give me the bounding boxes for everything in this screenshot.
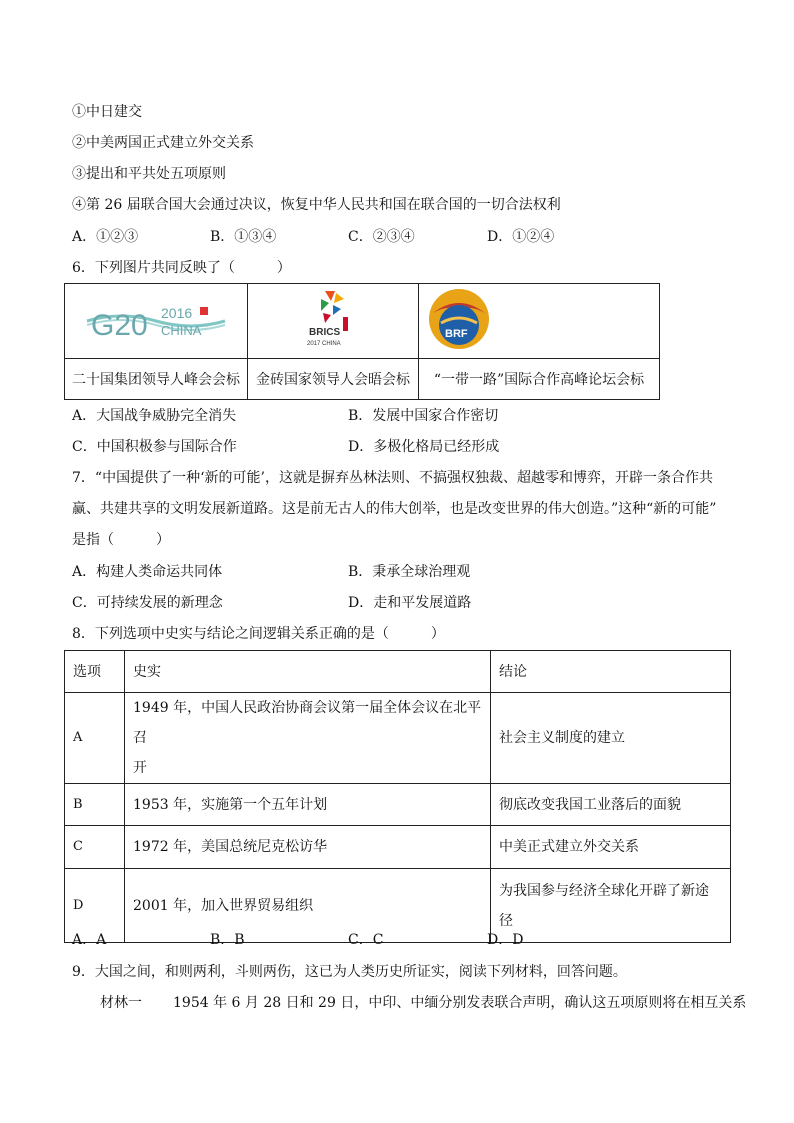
row-d-fact: 2001 年，加入世界贸易组织 — [125, 869, 491, 943]
table-header-row — [65, 651, 731, 693]
q6-stem: 6．下列图片共同反映了（ ） — [72, 260, 291, 276]
header-option: 选项 — [65, 651, 125, 693]
row-b-fact: 1953 年，实施第一个五年计划 — [125, 784, 491, 826]
q5-item-3: ③提出和平共处五项原则 — [72, 166, 226, 182]
g20-sub-text: CHINA — [161, 323, 202, 338]
q6-option-b: B．发展中国家合作密切 — [348, 408, 499, 424]
q7-option-b: B．秉承全球治理观 — [348, 564, 471, 580]
g20-year-text: 2016 — [161, 305, 193, 321]
row-c-fact: 1972 年，美国总统尼克松访华 — [125, 826, 491, 869]
g20-logo-cell — [65, 284, 248, 359]
g20-main-text: G20 — [91, 309, 148, 342]
brf-logo — [427, 287, 491, 351]
row-d-conclusion-line-2: 径 — [499, 912, 513, 929]
brics-caption: 金砖国家领导人会晤会标 — [248, 359, 419, 400]
g20-seal-mark — [200, 307, 208, 315]
q8-option-b: B．B — [210, 932, 245, 948]
row-a-option: A — [65, 693, 125, 784]
row-d-option: D — [65, 869, 125, 943]
q7-option-a: A．构建人类命运共同体 — [72, 564, 223, 580]
logo-table — [64, 283, 660, 400]
q5-option-b: B．①③④ — [210, 229, 277, 245]
row-c-option: C — [65, 826, 125, 869]
brics-main-text: BRICS — [309, 327, 341, 338]
q5-option-c: C．②③④ — [348, 229, 415, 245]
q6-option-d: D．多极化格局已经形成 — [348, 439, 500, 455]
q5-item-1: ①中日建交 — [72, 104, 142, 120]
table-row — [65, 869, 731, 943]
brics-logo — [303, 287, 363, 351]
row-a-conclusion: 社会主义制度的建立 — [491, 693, 731, 784]
q8-stem: 8．下列选项中史实与结论之间逻辑关系正确的是（ ） — [72, 626, 445, 642]
row-c-conclusion: 中美正式建立外交关系 — [491, 826, 731, 869]
q7-stem-line-3: 是指（ ） — [72, 532, 170, 548]
table-row — [65, 693, 731, 784]
q6-option-a: A．大国战争威胁完全消失 — [72, 408, 237, 424]
row-d-conclusion — [491, 869, 731, 943]
q7-stem-line-1: 7．“中国提供了一种‘新的可能’，这就是摒弃丛林法则、不搞强权独裁、超越零和博弈，开辟一条合作共 — [72, 470, 713, 486]
row-a-fact-line-1: 1949 年，中国人民政治协商会议第一届全体会议在北平召 — [133, 700, 482, 746]
row-d-conclusion-line-1: 为我国参与经济全球化开辟了新途 — [499, 882, 709, 899]
table-row — [65, 784, 731, 826]
row-a-fact — [125, 693, 491, 784]
q9-material-label: 材林一 — [100, 995, 142, 1011]
q8-option-c: C．C — [348, 932, 384, 948]
header-conclusion: 结论 — [491, 651, 731, 693]
q9-stem: 9．大国之间，和则两利，斗则两伤，这已为人类历史所证实，阅读下列材料，回答问题。 — [72, 964, 627, 980]
g20-logo — [81, 289, 231, 349]
g20-caption: 二十国集团领导人峰会会标 — [65, 359, 248, 400]
q5-option-d: D．①②④ — [487, 229, 555, 245]
q5-item-4: ④第 26 届联合国大会通过决议，恢复中华人民共和国在联合国的一切合法权利 — [72, 197, 561, 213]
q7-option-c: C．可持续发展的新理念 — [72, 595, 223, 611]
q7-option-d: D．走和平发展道路 — [348, 595, 472, 611]
brf-main-text: BRF — [445, 328, 468, 340]
q6-option-c: C．中国积极参与国际合作 — [72, 439, 237, 455]
row-b-option: B — [65, 784, 125, 826]
brics-logo-cell — [248, 284, 419, 359]
row-b-conclusion: 彻底改变我国工业落后的面貌 — [491, 784, 731, 826]
brics-sub-text: 2017 CHINA — [307, 341, 341, 347]
row-a-fact-line-2: 开 — [133, 760, 147, 776]
q5-item-2: ②中美两国正式建立外交关系 — [72, 135, 254, 151]
q9-material-text: 1954 年 6 月 28 日和 29 日，中印、中缅分别发表联合声明，确认这五项原则将在相互关系 — [173, 995, 747, 1011]
brf-caption: “一带一路”国际合作高峰论坛会标 — [419, 359, 660, 400]
brf-logo-cell — [419, 284, 660, 359]
header-fact: 史实 — [125, 651, 491, 693]
q7-stem-line-2: 赢、共建共享的文明发展新道路。这是前无古人的伟大创举，也是改变世界的伟大创造。”这种“新的可能” — [72, 501, 717, 517]
q5-option-a: A．①②③ — [72, 229, 139, 245]
q8-option-a: A．A — [72, 932, 107, 948]
table-row — [65, 826, 731, 869]
q8-option-d: D．D — [487, 932, 524, 948]
history-table — [64, 650, 731, 943]
